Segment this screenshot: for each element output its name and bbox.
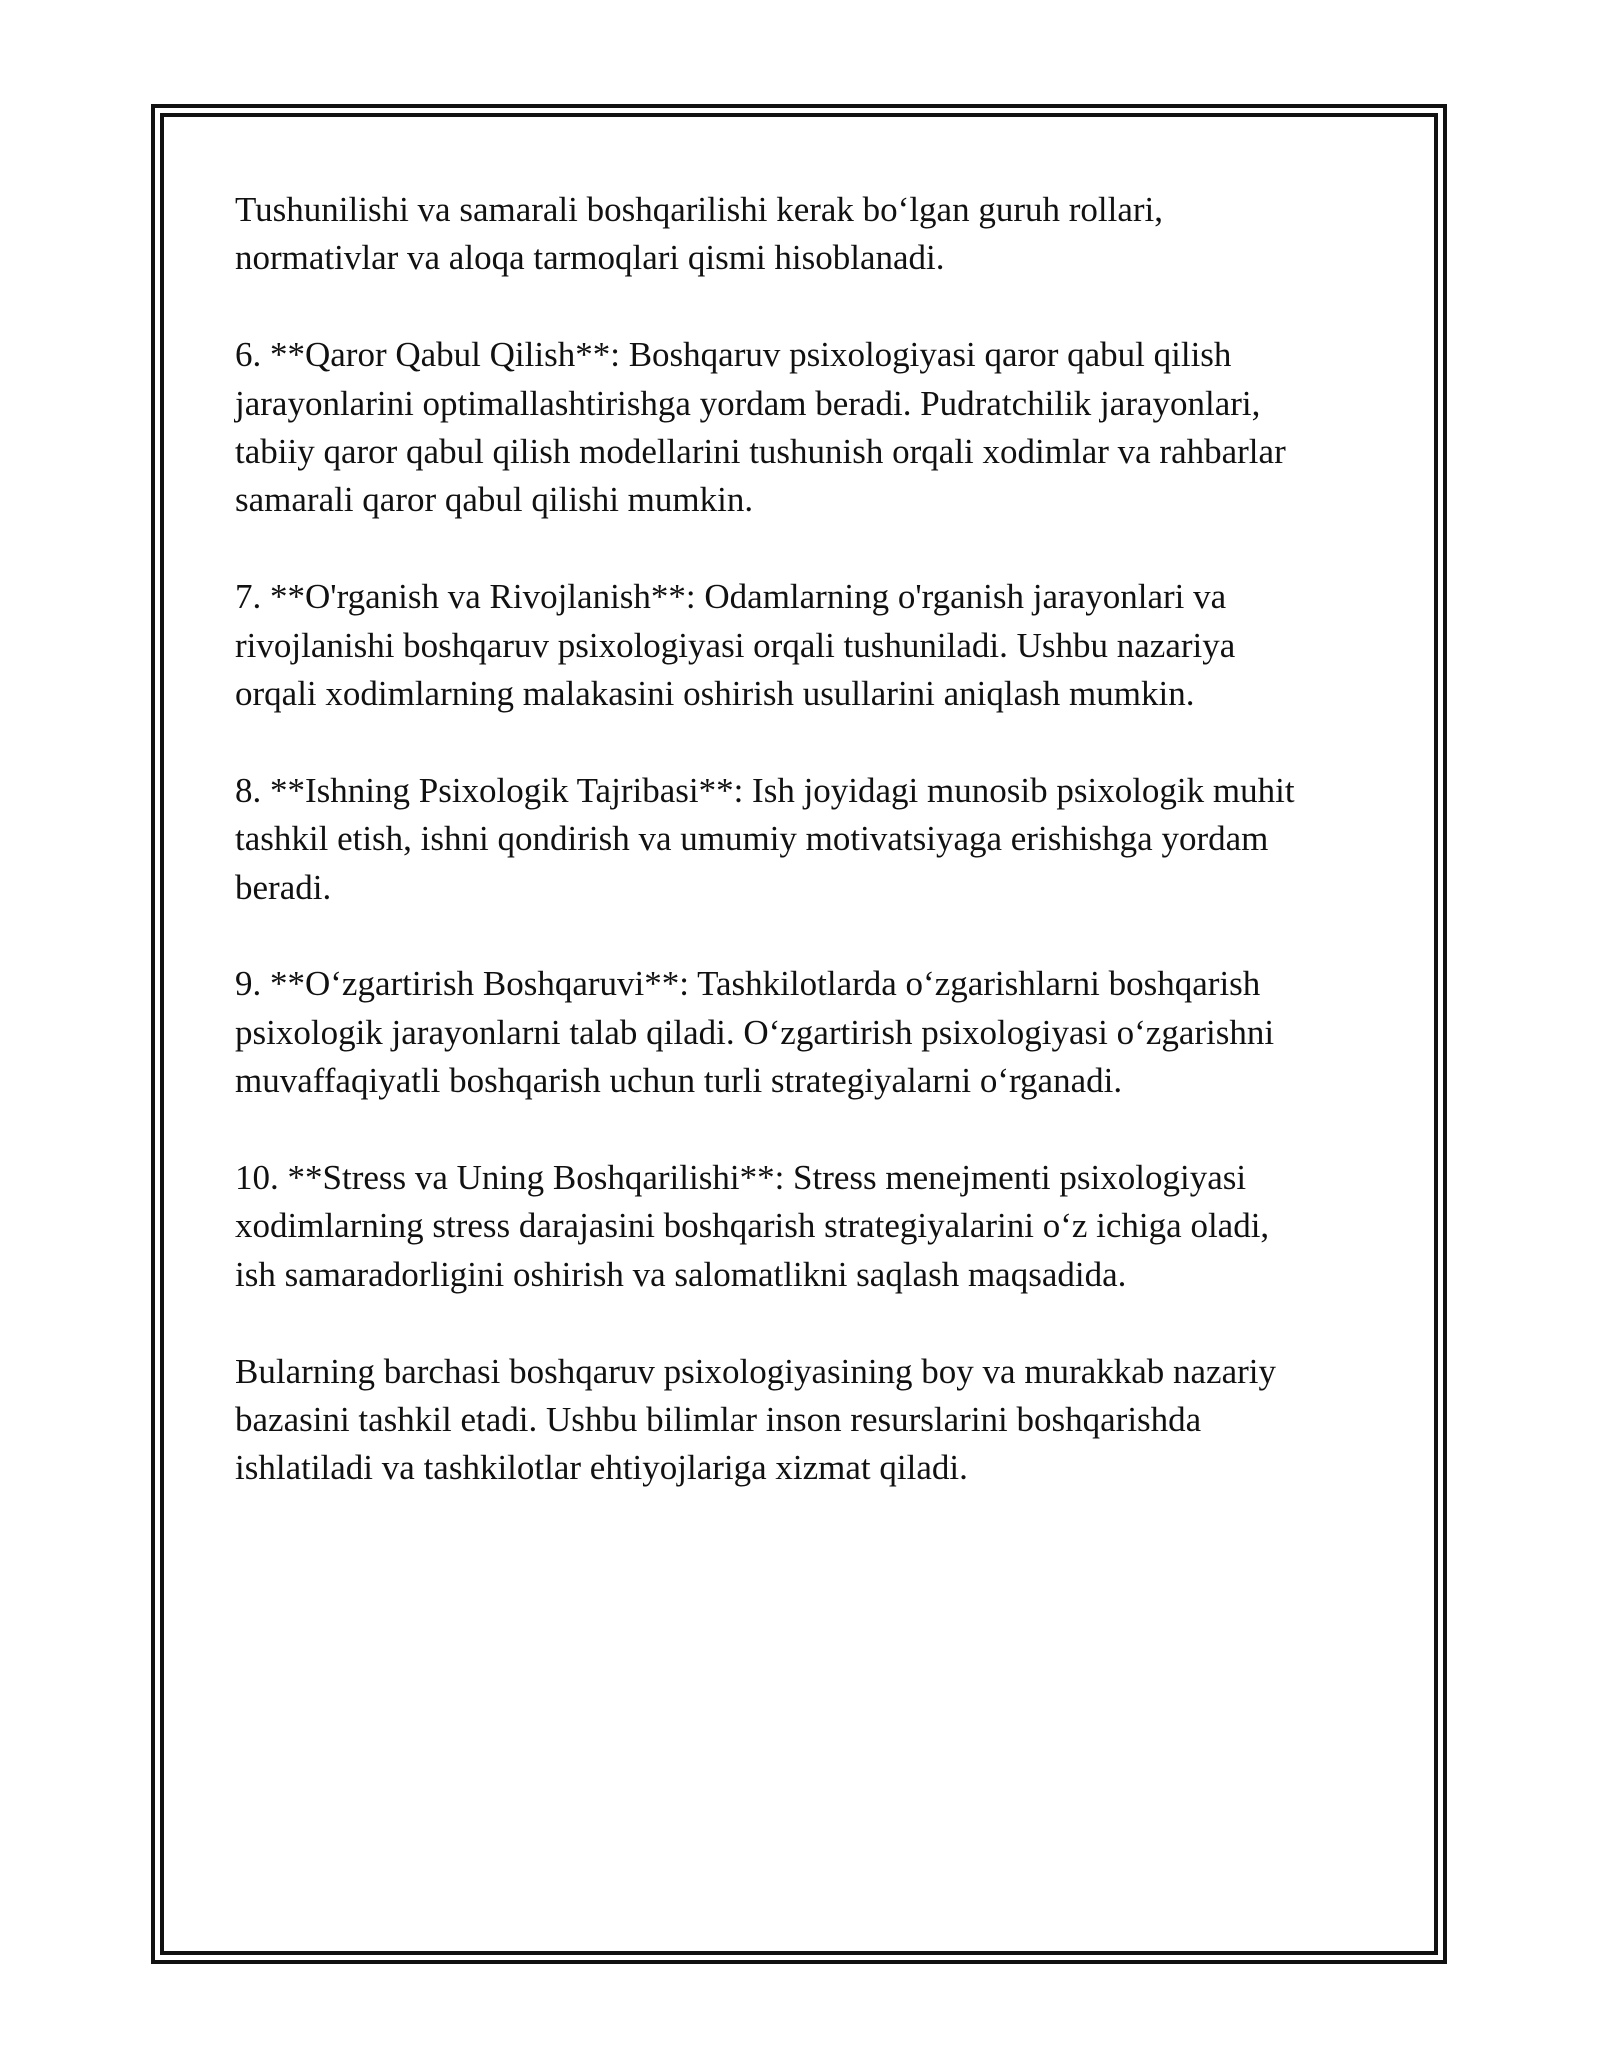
document-body xyxy=(235,186,1375,1541)
paragraph-work-experience: 8. **Ishning Psixologik Tajribasi**: Ish joyidagi munosib psixologik muhit tashkil etish, ishni qondirish va umumiy motivatsiyaga erishishga yordam beradi. xyxy=(235,770,1295,907)
paragraph-decision-making: 6. **Qaror Qabul Qilish**: Boshqaruv psixologiyasi qaror qabul qilish jarayonlarini optimallashtirishga yordam beradi. Pudratchilik jarayonlari, tabiiy qaror qabul qilish modellarini tushunish orqali xodimlar va rahbarlar samarali qaror qabul qilishi mumkin. xyxy=(235,335,1286,520)
paragraph-change-management: 9. **O‘zgartirish Boshqaruvi**: Tashkilotlarda o‘zgarishlarni boshqarish psixologik jarayonlarni talab qiladi. O‘zgartirish psixologiyasi o‘zgarishni muvaffaqiyatli boshqarish uchun turli strategiyalarni o‘rganadi. xyxy=(235,964,1275,1101)
paragraph-intro: Tushunilishi va samarali boshqarilishi kerak bo‘lgan guruh rollari, normativlar va aloqa tarmoqlari qismi hisoblanadi. xyxy=(235,190,1164,278)
paragraph-learning-development: 7. **O'rganish va Rivojlanish**: Odamlarning o'rganish jarayonlari va rivojlanishi boshqaruv psixologiyasi orqali tushuniladi. Ushbu nazariya orqali xodimlarning malakasini oshirish usullarini aniqlash mumkin. xyxy=(235,577,1236,714)
paragraph-conclusion: Bularning barchasi boshqaruv psixologiyasining boy va murakkab nazariy bazasini tashkil etadi. Ushbu bilimlar inson resurslarini boshqarishda ishlatiladi va tashkilotlar ehtiyojlariga xizmat qiladi. xyxy=(235,1351,1277,1488)
paragraph-stress-management: 10. **Stress va Uning Boshqarilishi**: Stress menejmenti psixologiyasi xodimlarning stress darajasini boshqarish strategiyalarini o‘z ichiga oladi, ish samaradorligini oshirish va salomatlikni saqlash maqsadida. xyxy=(235,1158,1270,1294)
